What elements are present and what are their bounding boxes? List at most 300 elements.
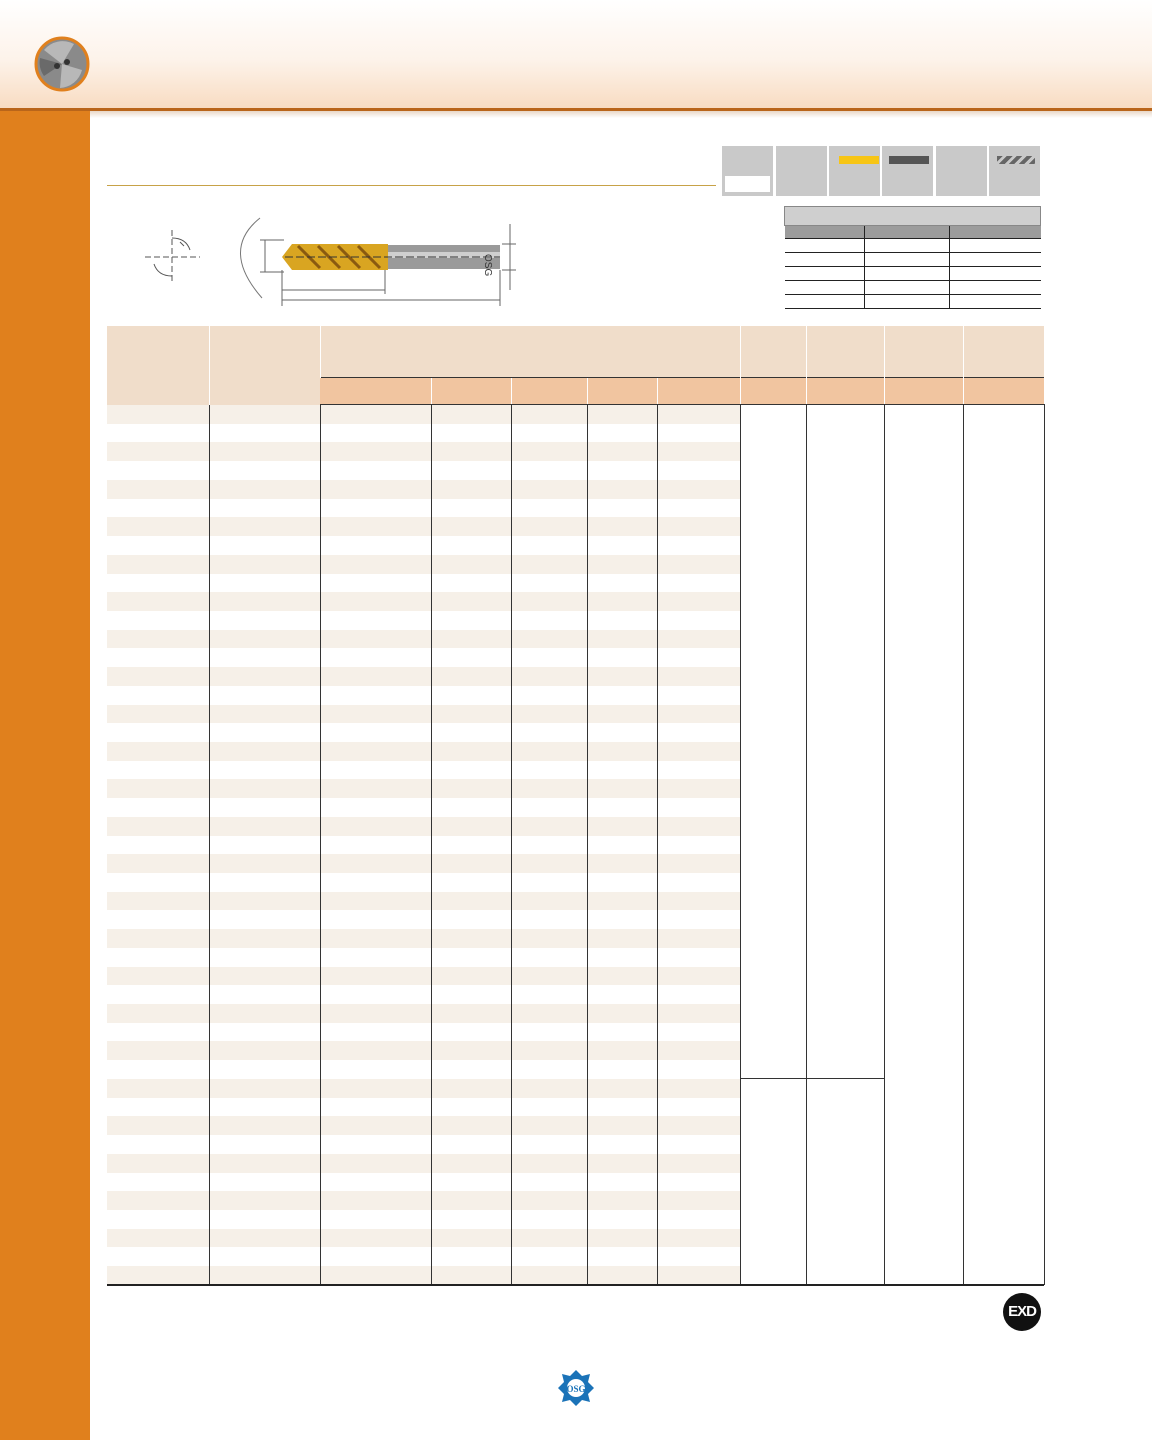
- product-size-table: [107, 326, 1045, 1285]
- table-cell: [587, 499, 657, 518]
- table-cell: [511, 1266, 587, 1285]
- table-cell: [431, 517, 511, 536]
- table-cell: [320, 667, 431, 686]
- table-cell: [209, 592, 320, 611]
- table-cell: [107, 1210, 209, 1229]
- table-cell: [107, 929, 209, 948]
- table-cell: [107, 517, 209, 536]
- table-cell: [587, 779, 657, 798]
- top-banner: [0, 0, 1152, 111]
- table-cell: [209, 798, 320, 817]
- table-cell: [511, 1098, 587, 1117]
- table-cell: [587, 630, 657, 649]
- table-cell: [657, 817, 740, 836]
- table-cell: [587, 873, 657, 892]
- table-cell: [209, 1116, 320, 1135]
- side-accent-bar: [0, 111, 90, 1440]
- table-cell: [587, 761, 657, 780]
- table-cell: [431, 705, 511, 724]
- table-cell: [431, 723, 511, 742]
- table-cell: [587, 1004, 657, 1023]
- table-cell: [511, 705, 587, 724]
- table-cell: [657, 892, 740, 911]
- table-cell: [320, 611, 431, 630]
- table-cell: [209, 574, 320, 593]
- table-cell: [657, 985, 740, 1004]
- table-cell: [657, 1098, 740, 1117]
- table-cell: [320, 1041, 431, 1060]
- table-cell: [107, 854, 209, 873]
- category-chip: [776, 146, 827, 196]
- table-cell: [657, 873, 740, 892]
- table-cell: [320, 536, 431, 555]
- table-cell: [511, 1041, 587, 1060]
- table-cell: [511, 536, 587, 555]
- table-cell: [587, 667, 657, 686]
- table-cell: [209, 1210, 320, 1229]
- category-chip: [936, 146, 987, 196]
- table-cell: [657, 611, 740, 630]
- table-cell: [587, 948, 657, 967]
- table-cell: [107, 910, 209, 929]
- table-cell: [320, 1266, 431, 1285]
- merged-cell: [806, 1079, 884, 1285]
- osg-logo-icon: [556, 1368, 596, 1408]
- table-cell: [320, 910, 431, 929]
- table-cell: [511, 929, 587, 948]
- table-cell: [511, 1154, 587, 1173]
- table-cell: [209, 1266, 320, 1285]
- table-cell: [320, 499, 431, 518]
- sub-header: [587, 378, 657, 405]
- table-cell: [657, 1266, 740, 1285]
- table-cell: [107, 892, 209, 911]
- table-cell: [107, 873, 209, 892]
- table-cell: [320, 967, 431, 986]
- table-cell: [320, 424, 431, 443]
- table-cell: [209, 929, 320, 948]
- table-cell: [431, 686, 511, 705]
- table-cell: [587, 517, 657, 536]
- table-cell: [431, 1210, 511, 1229]
- table-cell: [209, 1041, 320, 1060]
- table-cell: [107, 1191, 209, 1210]
- table-cell: [511, 1191, 587, 1210]
- table-cell: [209, 742, 320, 761]
- column-header: [740, 326, 806, 378]
- table-cell: [209, 517, 320, 536]
- table-cell: [657, 929, 740, 948]
- table-cell: [320, 592, 431, 611]
- table-cell: [431, 1135, 511, 1154]
- table-cell: [107, 817, 209, 836]
- table-cell: [320, 686, 431, 705]
- table-cell: [107, 1266, 209, 1285]
- table-cell: [107, 1229, 209, 1248]
- table-cell: [107, 723, 209, 742]
- table-cell: [431, 499, 511, 518]
- table-cell: [587, 574, 657, 593]
- table-cell: [511, 442, 587, 461]
- table-cell: [431, 667, 511, 686]
- table-cell: [209, 1154, 320, 1173]
- svg-text:OSG: OSG: [566, 1384, 586, 1394]
- table-cell: [209, 1023, 320, 1042]
- table-cell: [431, 536, 511, 555]
- table-cell: [657, 424, 740, 443]
- specification-table: [784, 206, 1041, 309]
- table-cell: [431, 405, 511, 424]
- table-cell: [587, 424, 657, 443]
- merged-cell: [963, 405, 1044, 1286]
- drill-point-emblem-icon: [34, 36, 90, 92]
- table-cell: [107, 948, 209, 967]
- table-cell: [107, 1060, 209, 1079]
- table-cell: [511, 667, 587, 686]
- table-cell: [511, 611, 587, 630]
- table-cell: [320, 517, 431, 536]
- table-cell: [511, 1135, 587, 1154]
- sub-header: [963, 378, 1044, 405]
- table-cell: [431, 1191, 511, 1210]
- table-cell: [657, 480, 740, 499]
- table-cell: [320, 480, 431, 499]
- table-cell: [511, 817, 587, 836]
- table-cell: [587, 1060, 657, 1079]
- table-cell: [107, 798, 209, 817]
- table-cell: [587, 798, 657, 817]
- table-cell: [107, 574, 209, 593]
- table-cell: [320, 1191, 431, 1210]
- table-cell: [657, 910, 740, 929]
- table-cell: [209, 985, 320, 1004]
- table-cell: [431, 574, 511, 593]
- table-cell: [587, 536, 657, 555]
- table-cell: [657, 667, 740, 686]
- table-cell: [657, 705, 740, 724]
- table-cell: [431, 1173, 511, 1192]
- table-cell: [431, 1266, 511, 1285]
- table-cell: [107, 1116, 209, 1135]
- table-cell: [209, 667, 320, 686]
- table-cell: [320, 1079, 431, 1098]
- table-cell: [511, 1023, 587, 1042]
- table-cell: [587, 555, 657, 574]
- table-cell: [587, 967, 657, 986]
- table-cell: [320, 574, 431, 593]
- table-cell: [657, 461, 740, 480]
- table-cell: [431, 929, 511, 948]
- table-cell: [657, 948, 740, 967]
- table-cell: [587, 854, 657, 873]
- category-chip: [722, 146, 773, 196]
- table-cell: [107, 592, 209, 611]
- table-cell: [657, 761, 740, 780]
- table-cell: [320, 442, 431, 461]
- table-cell: [431, 1041, 511, 1060]
- table-cell: [511, 574, 587, 593]
- table-cell: [320, 742, 431, 761]
- table-cell: [107, 836, 209, 855]
- table-cell: [657, 1135, 740, 1154]
- table-cell: [209, 555, 320, 574]
- table-cell: [431, 611, 511, 630]
- table-cell: [107, 667, 209, 686]
- column-header: [884, 326, 963, 378]
- table-cell: [657, 1191, 740, 1210]
- table-cell: [431, 948, 511, 967]
- twist-drill-icon: [240, 218, 516, 306]
- table-row: [107, 405, 1044, 424]
- table-cell: [657, 1116, 740, 1135]
- table-cell: [511, 499, 587, 518]
- table-cell: [431, 1023, 511, 1042]
- table-cell: [511, 1210, 587, 1229]
- table-cell: [587, 1023, 657, 1042]
- table-cell: [209, 442, 320, 461]
- table-cell: [587, 1079, 657, 1098]
- table-cell: [511, 630, 587, 649]
- category-chip: [882, 146, 933, 196]
- table-cell: [431, 779, 511, 798]
- table-cell: [320, 555, 431, 574]
- table-cell: [209, 836, 320, 855]
- table-cell: [587, 1247, 657, 1266]
- table-cell: [431, 742, 511, 761]
- table-cell: [511, 1060, 587, 1079]
- table-cell: [209, 1079, 320, 1098]
- shank-marking: OSG: [482, 254, 493, 277]
- table-cell: [511, 1247, 587, 1266]
- table-cell: [320, 1210, 431, 1229]
- table-cell: [511, 892, 587, 911]
- table-cell: [511, 742, 587, 761]
- table-cell: [511, 424, 587, 443]
- table-cell: [587, 1229, 657, 1248]
- banner-shadow: [0, 111, 1152, 118]
- table-cell: [657, 723, 740, 742]
- table-cell: [431, 555, 511, 574]
- table-cell: [320, 1135, 431, 1154]
- table-cell: [209, 723, 320, 742]
- merged-cell: [740, 405, 806, 1079]
- table-cell: [320, 630, 431, 649]
- table-cell: [107, 611, 209, 630]
- table-cell: [107, 761, 209, 780]
- title-underline: [107, 185, 716, 186]
- table-cell: [657, 536, 740, 555]
- table-cell: [107, 742, 209, 761]
- table-cell: [209, 854, 320, 873]
- table-cell: [657, 779, 740, 798]
- table-cell: [431, 1154, 511, 1173]
- table-cell: [657, 648, 740, 667]
- table-cell: [511, 1173, 587, 1192]
- merged-cell: [806, 405, 884, 1079]
- table-cell: [587, 1041, 657, 1060]
- table-cell: [209, 910, 320, 929]
- table-cell: [107, 442, 209, 461]
- table-cell: [657, 405, 740, 424]
- table-cell: [431, 1229, 511, 1248]
- table-cell: [431, 1004, 511, 1023]
- table-cell: [511, 592, 587, 611]
- table-cell: [107, 1154, 209, 1173]
- sub-header: [320, 378, 431, 405]
- table-cell: [320, 929, 431, 948]
- table-cell: [209, 761, 320, 780]
- table-cell: [657, 442, 740, 461]
- table-cell: [320, 817, 431, 836]
- table-cell: [587, 461, 657, 480]
- table-cell: [511, 517, 587, 536]
- table-cell: [431, 592, 511, 611]
- table-cell: [107, 480, 209, 499]
- table-cell: [657, 798, 740, 817]
- table-cell: [209, 1247, 320, 1266]
- table-cell: [431, 461, 511, 480]
- table-cell: [320, 779, 431, 798]
- sub-header: [884, 378, 963, 405]
- table-cell: [209, 1060, 320, 1079]
- table-cell: [657, 686, 740, 705]
- table-cell: [209, 817, 320, 836]
- table-cell: [657, 742, 740, 761]
- table-cell: [431, 1247, 511, 1266]
- table-cell: [209, 705, 320, 724]
- table-cell: [320, 705, 431, 724]
- table-cell: [587, 1173, 657, 1192]
- table-cell: [511, 967, 587, 986]
- table-cell: [320, 1173, 431, 1192]
- table-cell: [657, 517, 740, 536]
- table-cell: [107, 499, 209, 518]
- table-cell: [657, 555, 740, 574]
- table-cell: [587, 648, 657, 667]
- table-cell: [209, 1191, 320, 1210]
- table-cell: [657, 1210, 740, 1229]
- table-cell: [107, 536, 209, 555]
- table-cell: [320, 723, 431, 742]
- table-cell: [657, 854, 740, 873]
- table-cell: [431, 967, 511, 986]
- table-cell: [107, 461, 209, 480]
- table-cell: [320, 1116, 431, 1135]
- table-cell: [431, 854, 511, 873]
- table-cell: [320, 1004, 431, 1023]
- table-cell: [511, 779, 587, 798]
- table-cell: [587, 405, 657, 424]
- table-cell: [431, 798, 511, 817]
- table-cell: [107, 555, 209, 574]
- table-cell: [511, 480, 587, 499]
- table-cell: [320, 1023, 431, 1042]
- table-cell: [209, 1173, 320, 1192]
- merged-cell: [884, 405, 963, 1286]
- table-cell: [511, 836, 587, 855]
- table-cell: [657, 592, 740, 611]
- table-cell: [320, 1060, 431, 1079]
- table-cell: [511, 948, 587, 967]
- table-cell: [657, 967, 740, 986]
- table-cell: [431, 648, 511, 667]
- table-cell: [431, 1098, 511, 1117]
- table-cell: [511, 1079, 587, 1098]
- table-cell: [107, 648, 209, 667]
- table-cell: [511, 648, 587, 667]
- table-cell: [511, 873, 587, 892]
- table-cell: [511, 985, 587, 1004]
- table-cell: [511, 910, 587, 929]
- table-cell: [107, 985, 209, 1004]
- table-cell: [511, 555, 587, 574]
- table-cell: [107, 1004, 209, 1023]
- table-cell: [657, 1060, 740, 1079]
- table-cell: [320, 648, 431, 667]
- table-cell: [657, 836, 740, 855]
- table-cell: [657, 574, 740, 593]
- table-cell: [107, 686, 209, 705]
- table-cell: [587, 892, 657, 911]
- table-cell: [587, 1210, 657, 1229]
- spec-table-header: [785, 207, 1041, 226]
- table-cell: [657, 1247, 740, 1266]
- table-cell: [209, 480, 320, 499]
- table-cell: [511, 1004, 587, 1023]
- drill-dimension-diagram: [140, 210, 520, 310]
- table-cell: [587, 742, 657, 761]
- column-header: [806, 326, 884, 378]
- table-cell: [657, 630, 740, 649]
- table-cell: [587, 592, 657, 611]
- table-cell: [587, 817, 657, 836]
- table-cell: [587, 985, 657, 1004]
- table-cell: [657, 1173, 740, 1192]
- exd-badge: EXD: [1003, 1293, 1041, 1331]
- table-cell: [209, 461, 320, 480]
- table-cell: [431, 442, 511, 461]
- table-cell: [587, 1116, 657, 1135]
- table-cell: [587, 611, 657, 630]
- table-cell: [320, 836, 431, 855]
- table-cell: [320, 1247, 431, 1266]
- table-cell: [511, 723, 587, 742]
- table-bottom-rule: [107, 1284, 1044, 1286]
- table-cell: [320, 985, 431, 1004]
- table-cell: [107, 1135, 209, 1154]
- table-cell: [431, 817, 511, 836]
- merged-cell: [740, 1079, 806, 1285]
- table-cell: [209, 686, 320, 705]
- table-cell: [587, 1135, 657, 1154]
- table-cell: [431, 985, 511, 1004]
- table-cell: [657, 1041, 740, 1060]
- table-cell: [431, 873, 511, 892]
- category-chip: [829, 146, 880, 196]
- table-cell: [107, 705, 209, 724]
- sub-header: [511, 378, 587, 405]
- table-cell: [320, 1154, 431, 1173]
- sub-header: [431, 378, 511, 405]
- table-cell: [587, 705, 657, 724]
- table-cell: [587, 1191, 657, 1210]
- table-cell: [209, 892, 320, 911]
- table-cell: [511, 761, 587, 780]
- category-chip: [989, 146, 1040, 196]
- table-cell: [320, 1229, 431, 1248]
- table-cell: [431, 630, 511, 649]
- column-header: [107, 326, 209, 405]
